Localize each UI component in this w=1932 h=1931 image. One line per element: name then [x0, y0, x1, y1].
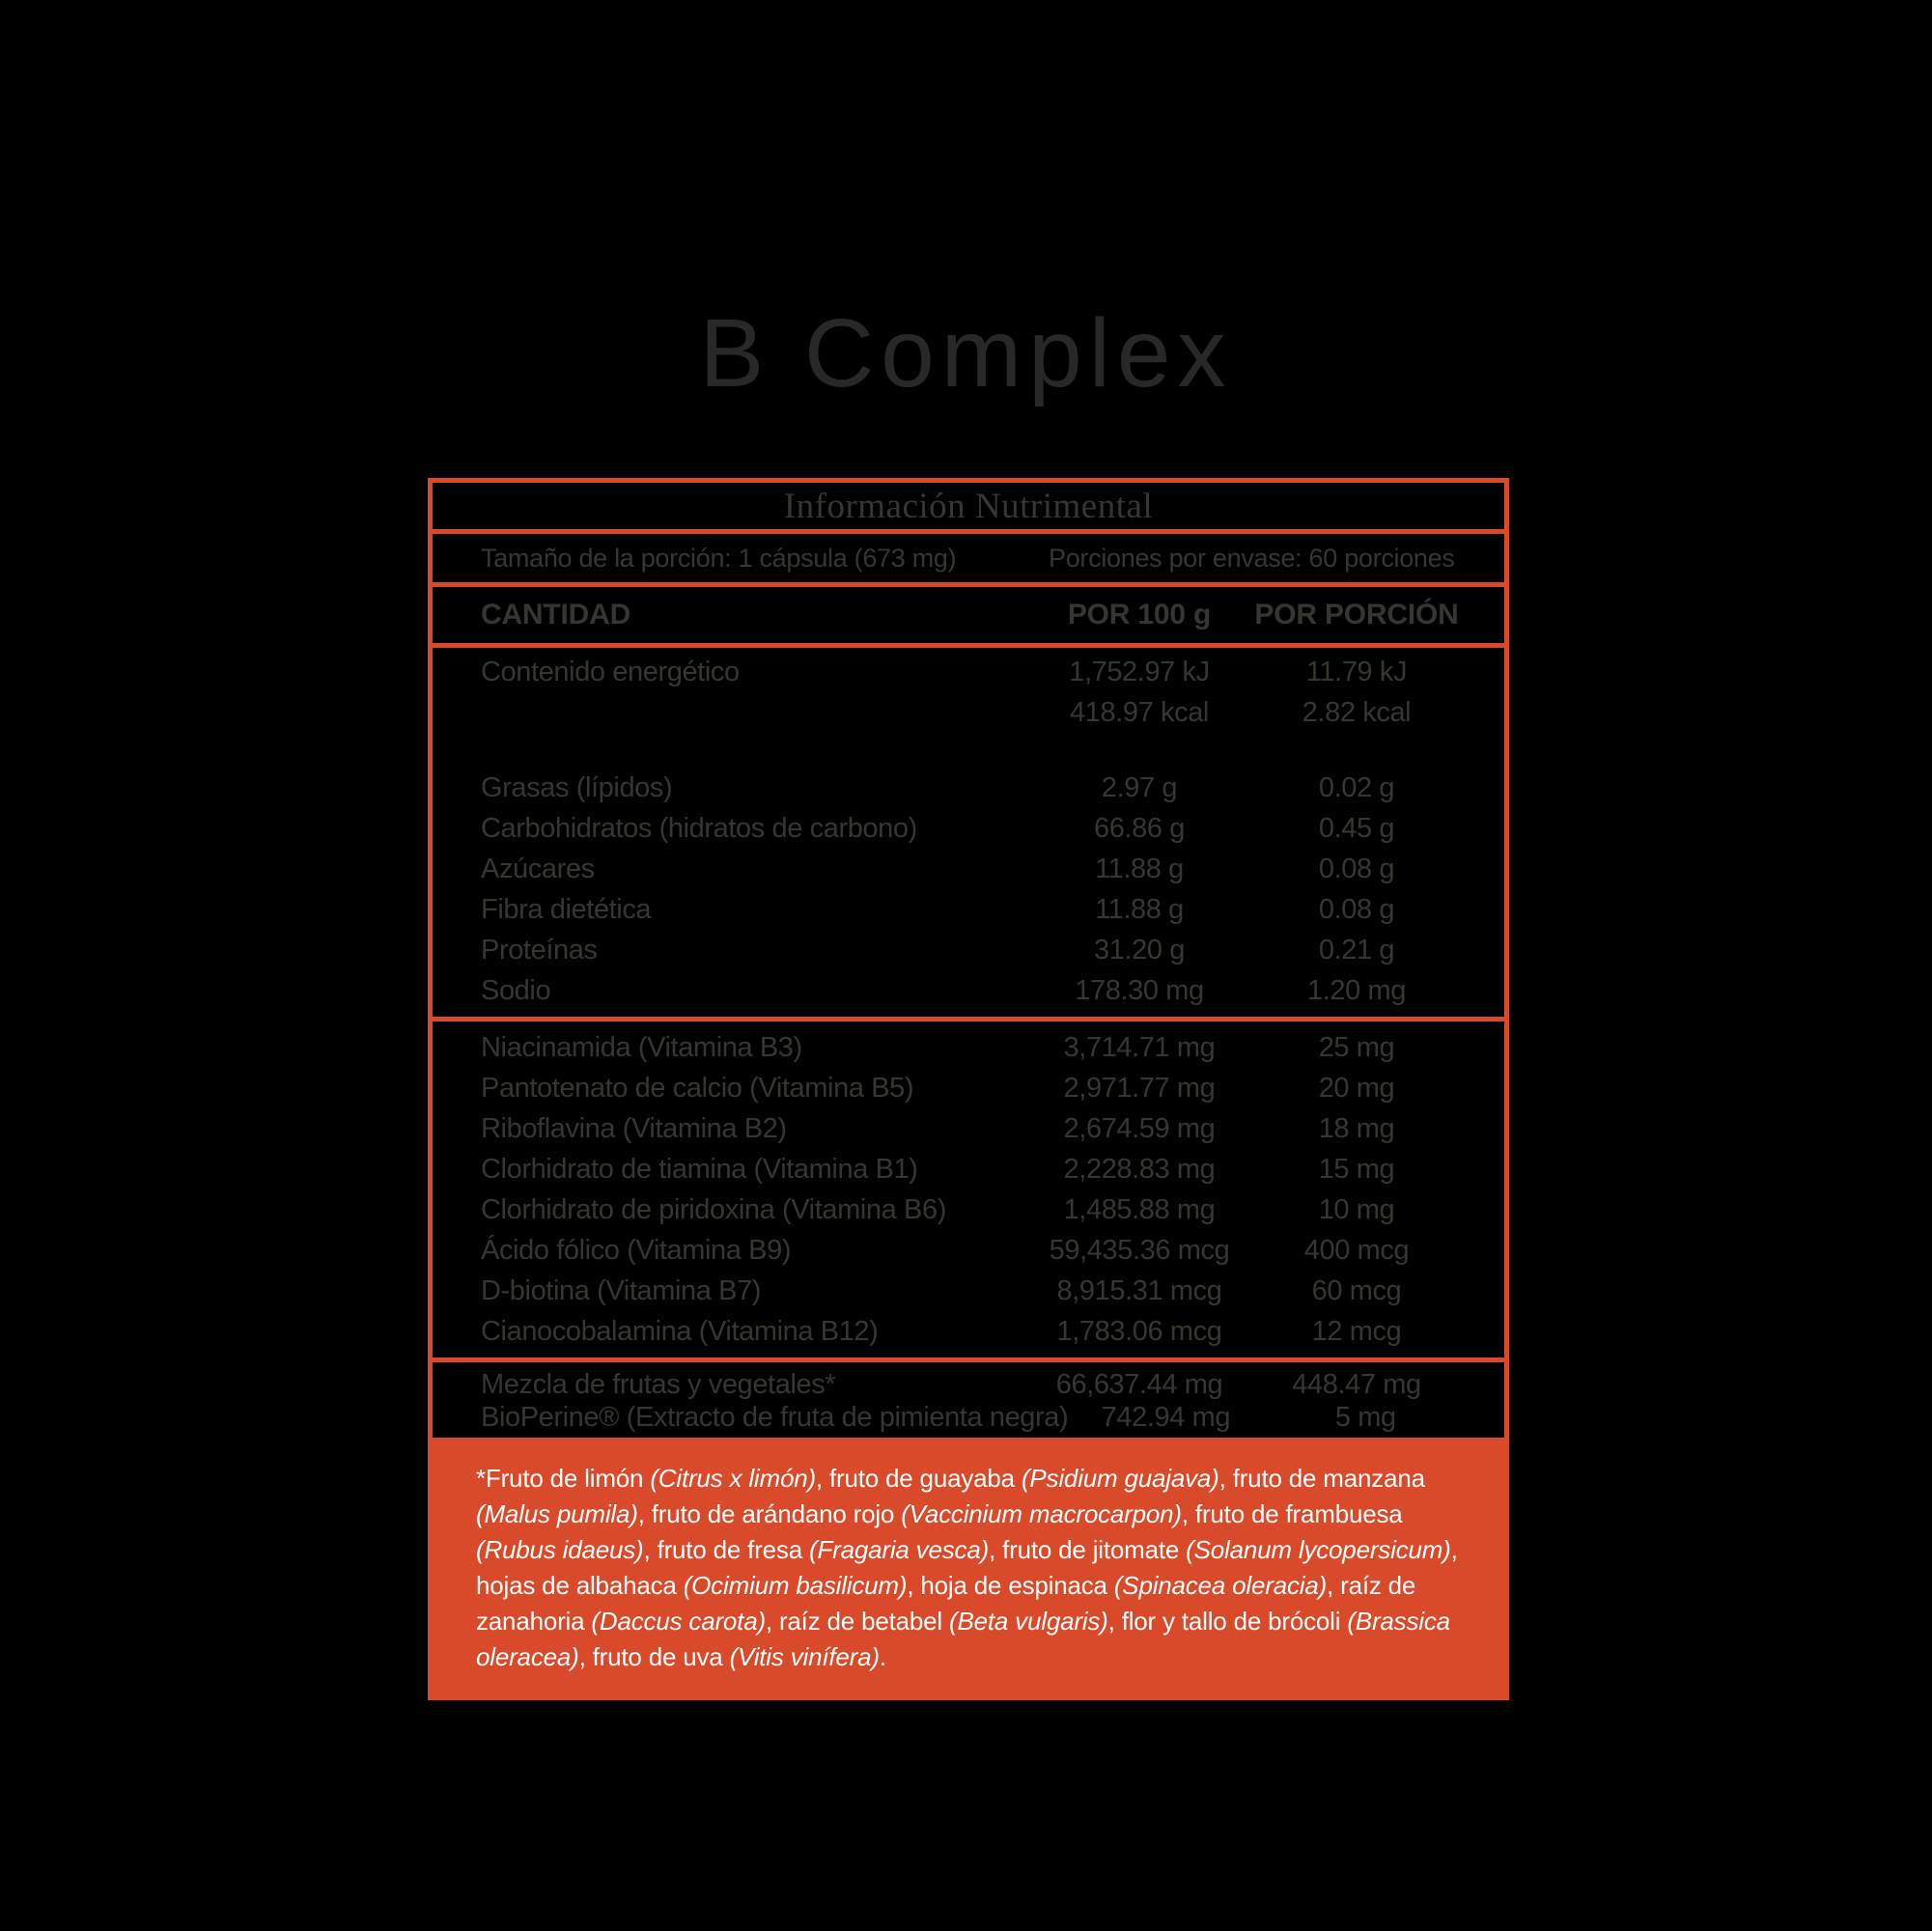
nutrient-label: Pantotenato de calcio (Vitamina B5)	[481, 1073, 914, 1104]
value-per-100g: 2,971.77 mg	[1063, 1073, 1216, 1104]
footnote-text: , hojas de albahaca	[476, 1535, 1458, 1600]
nutrient-label: Sodio	[481, 975, 551, 1006]
nutrient-label: Fibra dietética	[481, 894, 652, 925]
column-header-amount: CANTIDAD	[481, 599, 631, 630]
value-per-portion: 20 mg	[1318, 1073, 1395, 1104]
value-per-100g: 1,752.97 kJ	[1069, 657, 1210, 687]
footnote-text: , fruto de arándano rojo	[637, 1499, 902, 1528]
table-row	[433, 1068, 1504, 1108]
nutrient-label: Carbohidratos (hidratos de carbono)	[481, 813, 917, 844]
table-row	[433, 808, 1504, 849]
value-per-portion: 11.79 kJ	[1305, 657, 1408, 687]
value-per-portion: 15 mg	[1318, 1154, 1395, 1185]
column-header-row	[433, 587, 1504, 643]
table-row	[433, 1368, 1504, 1401]
value-per-100g: 3,714.71 mg	[1063, 1032, 1216, 1063]
table-row	[433, 1401, 1504, 1434]
footnote-text: , fruto de manzana	[1218, 1464, 1425, 1493]
table-row	[433, 930, 1504, 970]
value-per-portion: 0.08 g	[1318, 854, 1395, 884]
nutrient-sections	[433, 648, 1504, 1438]
table-row	[433, 849, 1504, 889]
value-per-100g: 66,637.44 mg	[1055, 1369, 1223, 1400]
scientific-name: (Brassica oleracea)	[476, 1607, 1450, 1671]
nutrient-label: Azúcares	[481, 854, 595, 884]
scientific-name: (Psidium guajava)	[1021, 1464, 1219, 1493]
value-per-100g: 31.20 g	[1094, 935, 1185, 966]
nutrient-label: Mezcla de frutas y vegetales*	[481, 1369, 836, 1400]
footnote-text: .	[879, 1642, 886, 1671]
value-per-100g: 66.86 g	[1094, 813, 1185, 844]
nutrient-section	[433, 1362, 1504, 1438]
scientific-name: (Beta vulgaris)	[949, 1607, 1108, 1636]
value-per-100g: 418.97 kcal	[1070, 697, 1209, 728]
table-row	[433, 1189, 1504, 1230]
value-per-portion: 448.47 mg	[1292, 1369, 1421, 1400]
value-per-portion: 12 mcg	[1311, 1316, 1402, 1347]
nutrient-label: Clorhidrato de piridoxina (Vitamina B6)	[481, 1194, 946, 1225]
value-per-portion: 60 mcg	[1311, 1275, 1402, 1306]
table-row	[433, 1027, 1504, 1068]
product-title: B Complex	[699, 299, 1233, 407]
footnote-text: , flor y tallo de brócoli	[1107, 1607, 1348, 1636]
footnote-text: , raíz de betabel	[765, 1607, 950, 1636]
footnote-text: , fruto de frambuesa	[1181, 1499, 1403, 1528]
scientific-name: (Citrus x limón)	[650, 1464, 816, 1493]
table-row	[433, 1149, 1504, 1189]
footnote-text: , hoja de espinaca	[907, 1571, 1114, 1600]
value-per-portion: 0.02 g	[1318, 772, 1395, 803]
table-row	[433, 652, 1504, 692]
nutrient-label: Clorhidrato de tiamina (Vitamina B1)	[481, 1154, 918, 1185]
value-per-portion: 0.08 g	[1318, 894, 1395, 925]
value-per-portion: 10 mg	[1318, 1194, 1395, 1225]
value-per-100g: 11.88 g	[1095, 894, 1184, 925]
table-row	[433, 1311, 1504, 1352]
value-per-100g: 742.94 mg	[1101, 1402, 1231, 1433]
table-row	[433, 692, 1504, 733]
nutrition-facts-table	[428, 478, 1509, 1438]
value-per-portion: 1.20 mg	[1307, 975, 1406, 1006]
nutrition-facts-panel	[428, 478, 1509, 1700]
value-per-100g: 1,783.06 mcg	[1056, 1316, 1222, 1347]
scientific-name: (Fragaria vesca)	[808, 1535, 990, 1564]
value-per-portion: 25 mg	[1318, 1032, 1395, 1063]
nutrient-label: Niacinamida (Vitamina B3)	[481, 1032, 802, 1063]
scientific-name: (Malus pumila)	[476, 1499, 638, 1528]
value-per-100g: 2,228.83 mg	[1063, 1154, 1216, 1185]
nutrient-section	[433, 1021, 1504, 1357]
nutrient-label: D-biotina (Vitamina B7)	[481, 1275, 762, 1306]
ingredients-footnote	[428, 1438, 1509, 1700]
table-row	[433, 1271, 1504, 1311]
value-per-100g: 11.88 g	[1095, 854, 1184, 884]
scientific-name: (Daccus carota)	[591, 1607, 766, 1636]
table-row	[433, 1230, 1504, 1271]
nutrient-section	[433, 648, 1504, 1017]
value-per-100g: 178.30 mg	[1075, 975, 1204, 1006]
value-per-100g: 1,485.88 mg	[1063, 1194, 1216, 1225]
column-header-per-100g: POR 100 g	[1067, 599, 1212, 630]
nutrient-label: Cianocobalamina (Vitamina B12)	[481, 1316, 879, 1347]
nutrient-label: Grasas (lípidos)	[481, 772, 673, 803]
footnote-text: , fruto de guayaba	[815, 1464, 1022, 1493]
value-per-portion: 400 mcg	[1303, 1235, 1410, 1266]
value-per-100g: 2,674.59 mg	[1063, 1113, 1216, 1144]
footnote-text: , raíz de zanahoria	[476, 1571, 1416, 1636]
scientific-name: (Vaccinium macrocarpon)	[901, 1499, 1182, 1528]
column-header-per-portion: POR PORCIÓN	[1254, 599, 1459, 630]
table-row	[433, 733, 1504, 768]
table-row	[433, 1108, 1504, 1149]
value-per-100g: 59,435.36 mcg	[1049, 1235, 1230, 1266]
serving-size-text: Tamaño de la porción: 1 cápsula (673 mg)	[481, 544, 957, 573]
nutrient-label: Riboflavina (Vitamina B2)	[481, 1113, 787, 1144]
value-per-portion: 18 mg	[1318, 1113, 1395, 1144]
scientific-name: (Solanum lycopersicum)	[1186, 1535, 1451, 1564]
serving-info-row	[433, 534, 1504, 582]
value-per-100g: 2.97 g	[1101, 772, 1178, 803]
table-row	[433, 970, 1504, 1011]
servings-per-container-text: Porciones por envase: 60 porciones	[1049, 544, 1455, 573]
value-per-portion: 0.45 g	[1318, 813, 1395, 844]
footnote-text: , fruto de uva	[578, 1642, 730, 1671]
scientific-name: (Vitis vinífera)	[729, 1642, 880, 1671]
nutrient-label: Contenido energético	[481, 657, 740, 687]
nutrient-label: Proteínas	[481, 935, 598, 966]
nutrition-facts-header: Información Nutrimental	[783, 487, 1154, 526]
footnote-text: , fruto de jitomate	[989, 1535, 1187, 1564]
value-per-100g: 8,915.31 mcg	[1056, 1275, 1222, 1306]
scientific-name: (Rubus idaeus)	[476, 1535, 644, 1564]
value-per-portion: 0.21 g	[1318, 935, 1395, 966]
footnote-text: , fruto de fresa	[643, 1535, 809, 1564]
value-per-portion: 2.82 kcal	[1302, 697, 1412, 728]
nutrient-label: BioPerine® (Extracto de fruta de pimienta negra)	[481, 1402, 1069, 1433]
nutrient-label: Ácido fólico (Vitamina B9)	[481, 1235, 792, 1266]
value-per-portion: 5 mg	[1334, 1402, 1396, 1433]
table-row	[433, 768, 1504, 808]
scientific-name: (Spinacea oleracia)	[1113, 1571, 1328, 1600]
footnote-text: *Fruto de limón	[476, 1464, 651, 1493]
table-row	[433, 889, 1504, 930]
scientific-name: (Ocimium basilicum)	[683, 1571, 908, 1600]
